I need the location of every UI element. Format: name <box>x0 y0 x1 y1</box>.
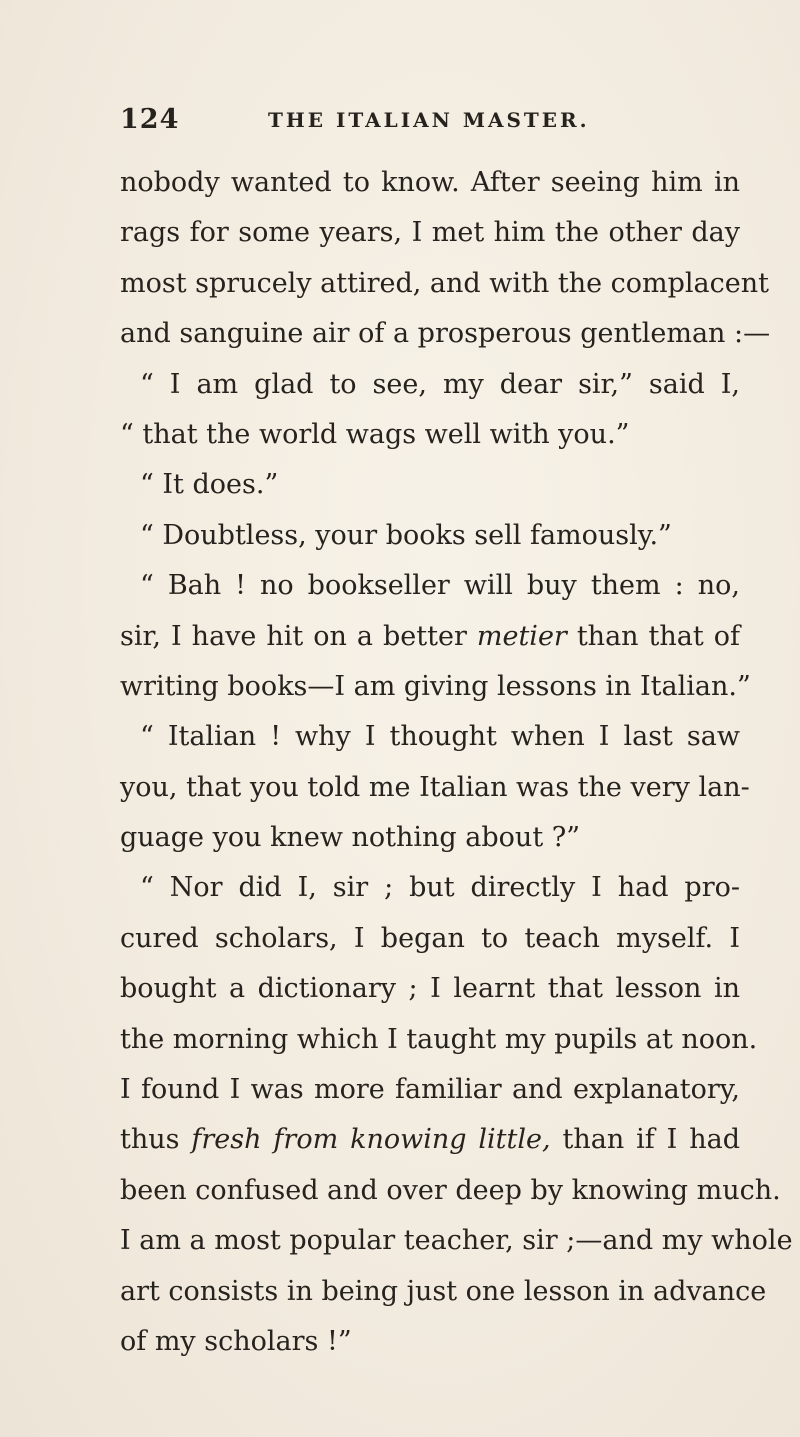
text-line: and sanguine air of a prosperous gentleman :— <box>120 318 771 350</box>
body-text <box>120 158 793 1367</box>
italic-phrase: fresh from knowing little, <box>191 1124 551 1156</box>
text-line: bought a dictionary ; I learnt that lesson in <box>120 973 740 1005</box>
text-line: the morning which I taught my pupils at noon. <box>120 1023 758 1055</box>
text-line <box>120 1115 740 1165</box>
text-line: cured scholars, I began to teach myself. I <box>120 922 740 954</box>
text-line: art consists in being just one lesson in advance <box>120 1275 767 1307</box>
running-title: THE ITALIAN MASTER. <box>268 108 590 132</box>
text-line: I am a most popular teacher, sir ;—and my whole <box>120 1225 793 1257</box>
text-line: “ I am glad to see, my dear sir,” said I, <box>140 368 740 400</box>
text-run: than if I had <box>550 1124 740 1156</box>
text-line: been confused and over deep by knowing much. <box>120 1174 781 1206</box>
text-run: than that of <box>566 620 740 652</box>
text-line: guage you knew nothing about ?” <box>120 822 581 854</box>
text-line: of my scholars !” <box>120 1325 352 1357</box>
text-line: rags for some years, I met him the other day <box>120 217 740 249</box>
text-run: thus <box>120 1124 192 1156</box>
running-head <box>120 104 800 144</box>
page-number: 124 <box>120 104 180 135</box>
text-line: “ It does.” <box>140 469 279 501</box>
text-line: “ Italian ! why I thought when I last saw <box>140 721 740 753</box>
text-line: “ Bah ! no bookseller will buy them : no, <box>140 570 740 602</box>
text-line: “ Nor did I, sir ; but directly I had pro- <box>140 872 740 904</box>
text-run: sir, I have hit on a better <box>120 620 477 652</box>
text-line <box>120 612 740 662</box>
text-line: “ Doubtless, your books sell famously.” <box>140 519 672 551</box>
text-line: you, that you told me Italian was the very lan- <box>120 771 750 803</box>
text-line: “ that the world wags well with you.” <box>120 418 630 450</box>
text-line: writing books—I am giving lessons in Italian.” <box>120 670 751 702</box>
text-line: most sprucely attired, and with the complacent <box>120 267 769 299</box>
italic-word: metier <box>476 620 567 652</box>
text-line: I found I was more familiar and explanatory, <box>120 1074 740 1106</box>
text-line: nobody wanted to know. After seeing him in <box>120 167 740 198</box>
